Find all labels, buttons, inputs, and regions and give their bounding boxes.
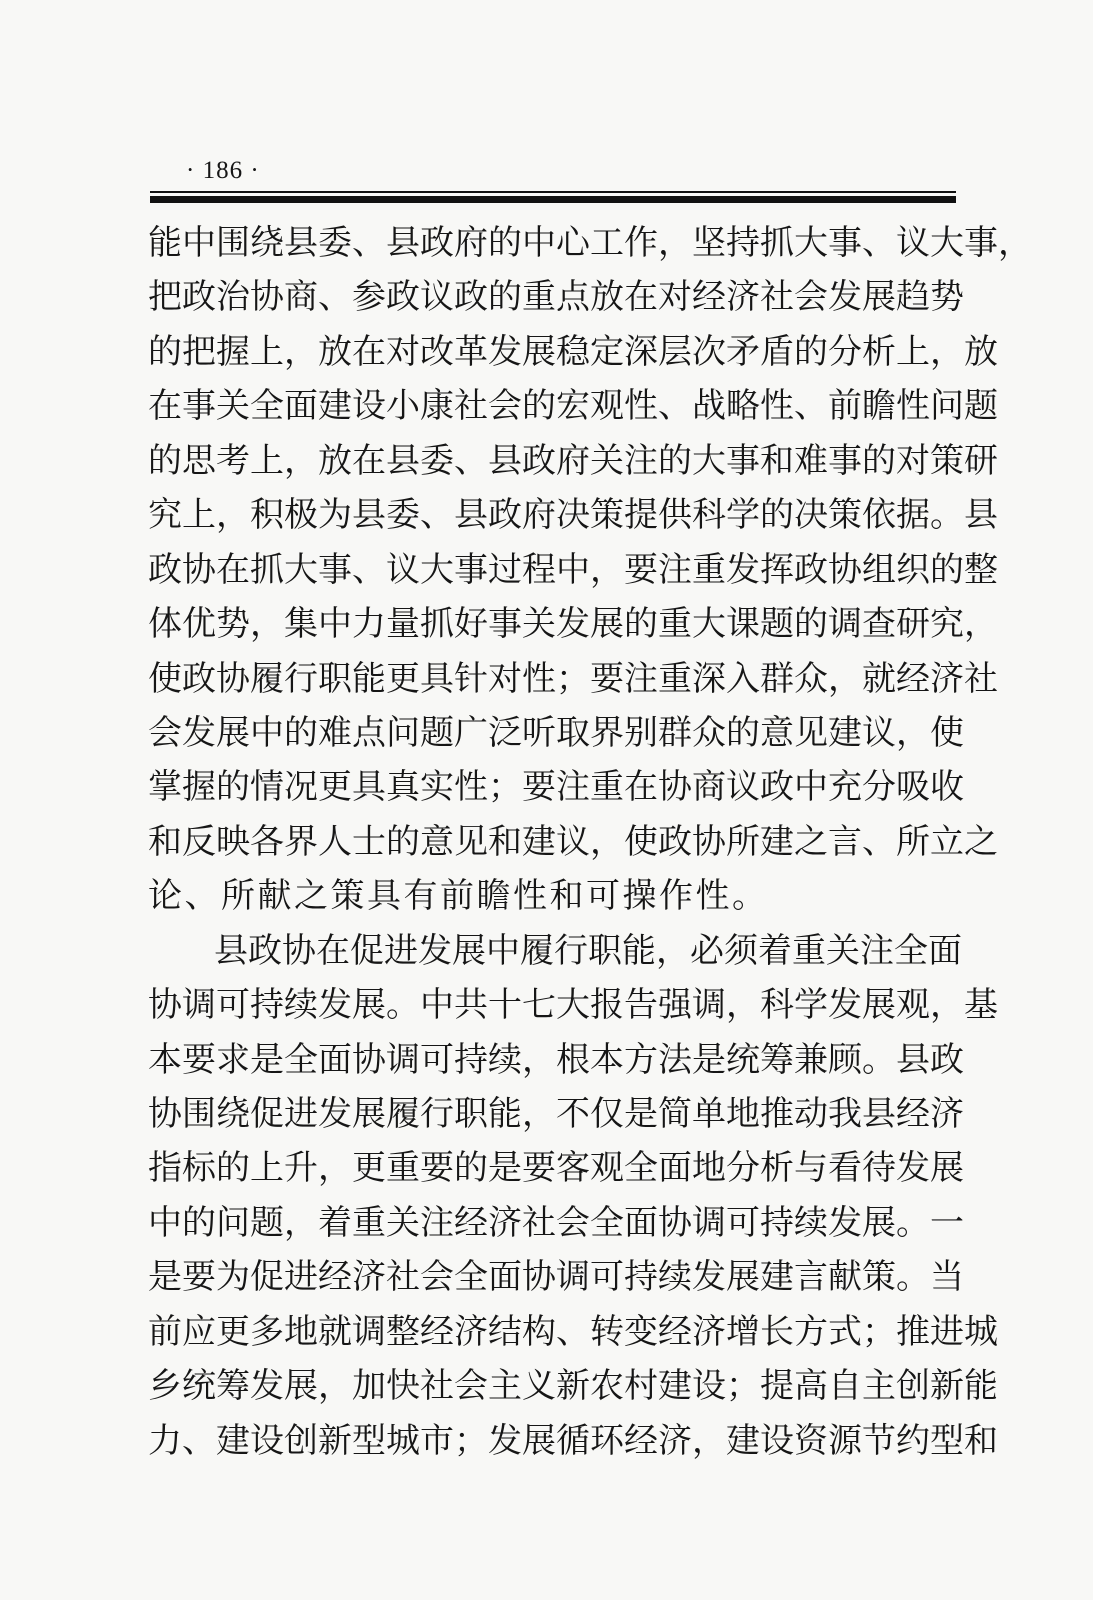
paragraph-2 [148, 924, 998, 1468]
text-line: 是要为促进经济社会全面协调可持续发展建言献策。当 [148, 1257, 964, 1298]
text-line: 掌握的情况更具真实性；要注重在协商议政中充分吸收 [148, 767, 964, 808]
text-line: 政协在抓大事、议大事过程中，要注重发挥政协组织的整 [148, 549, 998, 590]
text-line: 在事关全面建设小康社会的宏观性、战略性、前瞻性问题 [148, 386, 998, 427]
header-rule-thick [150, 196, 956, 203]
text-line: 体优势，集中力量抓好事关发展的重大课题的调查研究， [148, 604, 998, 645]
header-rule-thin [150, 191, 956, 193]
page-number: · 186 · [186, 157, 260, 184]
text-line: 乡统筹发展，加快社会主义新农村建设；提高自主创新能 [148, 1366, 998, 1407]
text-line: 协调可持续发展。中共十七大报告强调，科学发展观，基 [148, 985, 998, 1026]
text-line: 县政协在促进发展中履行职能，必须着重关注全面 [214, 930, 962, 971]
text-line: 力、建设创新型城市；发展循环经济，建设资源节约型和 [148, 1420, 998, 1461]
paragraph-1 [148, 216, 1032, 924]
text-line: 协围绕促进发展履行职能，不仅是简单地推动我县经济 [148, 1094, 964, 1134]
text-line: 的把握上，放在对改革发展稳定深层次矛盾的分析上，放 [148, 331, 998, 372]
text-line: 会发展中的难点问题广泛听取界别群众的意见建议，使 [148, 712, 964, 753]
text-line: 究上，积极为县委、县政府决策提供科学的决策依据。县 [148, 495, 998, 536]
text-line: 的思考上，放在县委、县政府关注的大事和难事的对策研 [148, 440, 998, 481]
text-line: 和反映各界人士的意见和建议，使政协所建之言、所立之 [148, 821, 998, 862]
text-line: 论、所献之策具有前瞻性和可操作性。 [148, 876, 769, 917]
text-line: 指标的上升，更重要的是要客观全面地分析与看待发展 [148, 1148, 964, 1189]
text-line: 前应更多地就调整经济结构、转变经济增长方式；推进城 [148, 1311, 998, 1352]
text-line: 本要求是全面协调可持续，根本方法是统筹兼顾。县政 [148, 1039, 964, 1080]
text-line: 能中围绕县委、县政府的中心工作，坚持抓大事、议大事， [148, 223, 1032, 263]
page-header [150, 154, 956, 206]
text-line: 使政协履行职能更具针对性；要注重深入群众，就经济社 [148, 658, 998, 699]
text-line: 中的问题，着重关注经济社会全面协调可持续发展。一 [148, 1202, 964, 1243]
text-line: 把政治协商、参政议政的重点放在对经济社会发展趋势 [148, 277, 964, 318]
body-text [148, 216, 1032, 1468]
